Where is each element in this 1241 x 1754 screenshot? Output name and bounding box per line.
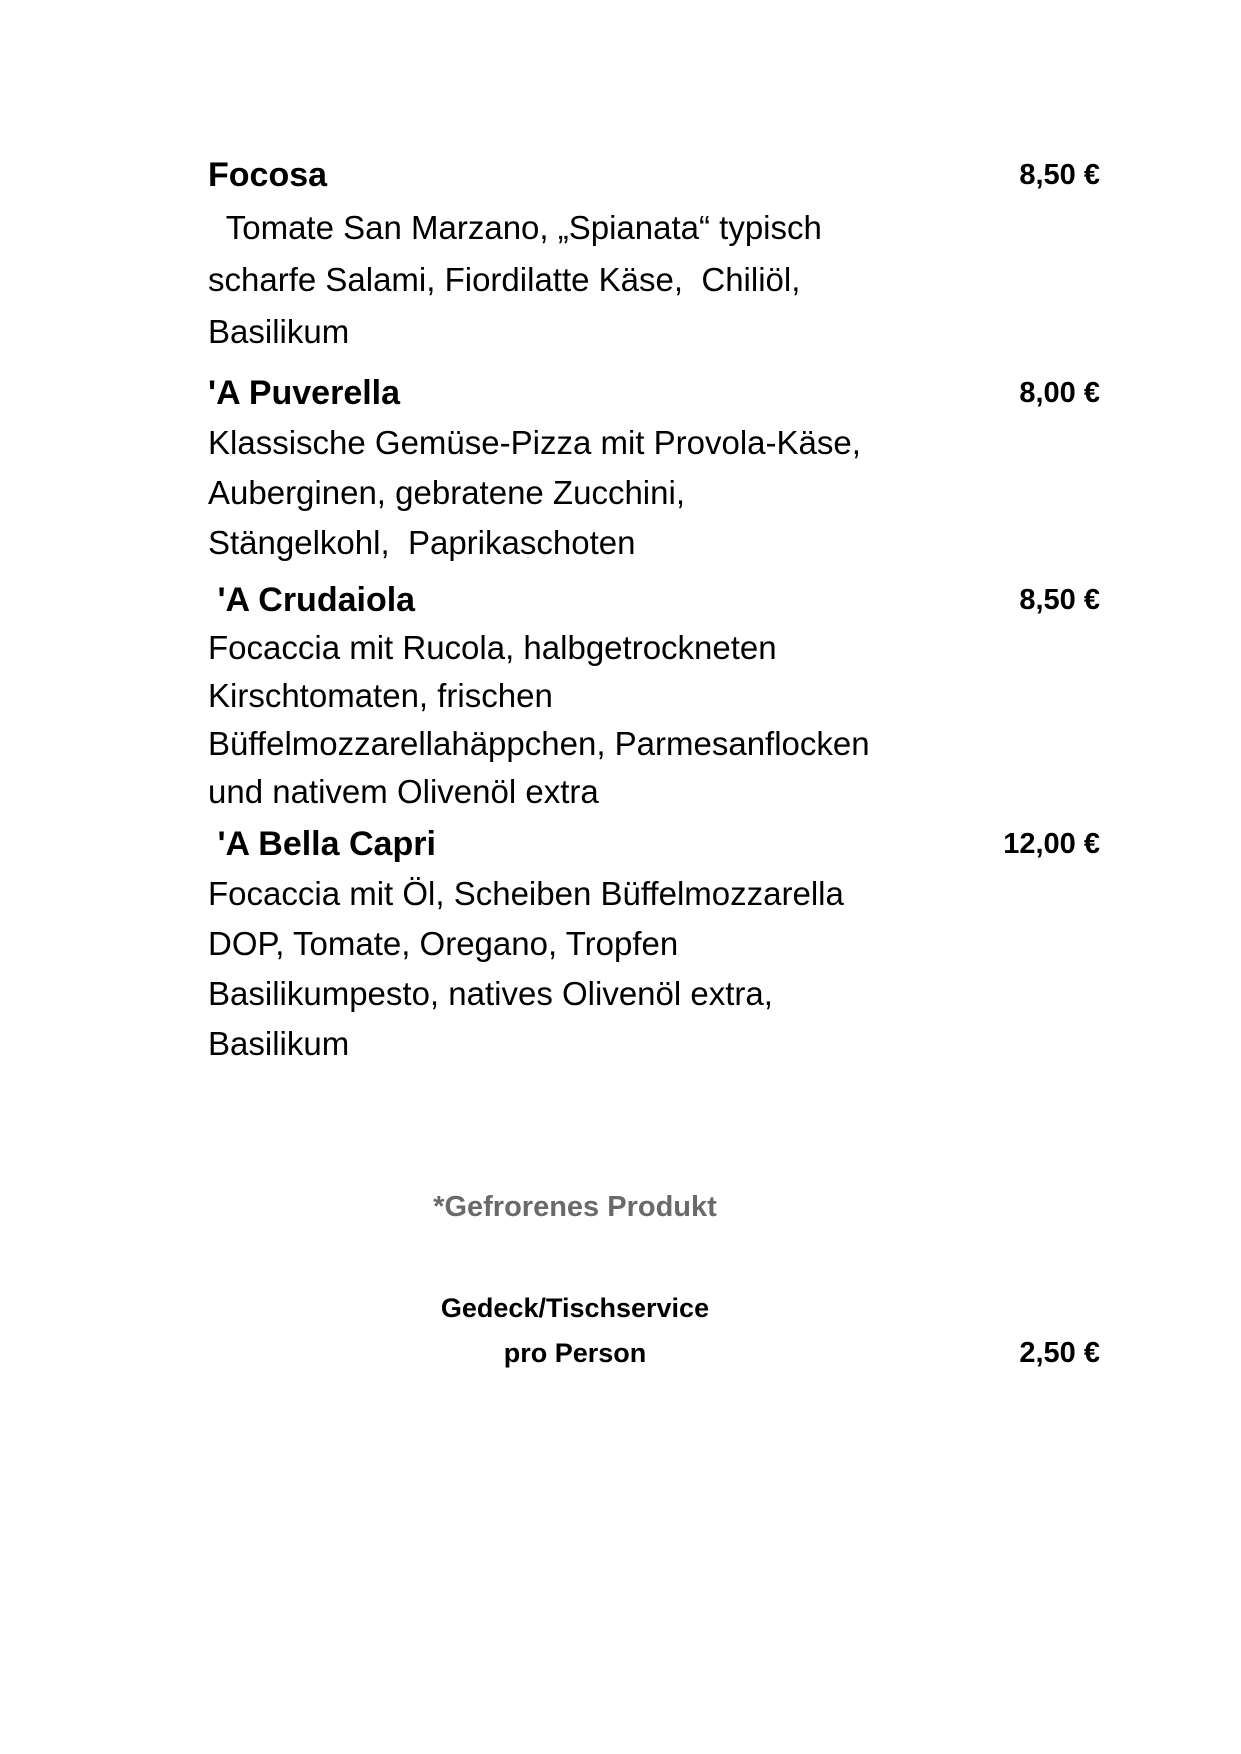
frozen-product-note: *Gefrorenes Produkt [433,1191,717,1223]
menu-item-focosa [208,155,1100,358]
menu-item-price: 8,00 € [1019,377,1100,409]
menu-item-name: Focosa [208,156,328,194]
cover-charge-label: Gedeck/Tischservice pro Person [440,1293,710,1368]
menu-item-name: 'A Crudaiola [208,581,416,619]
menu-item-bella-capri [208,824,1100,1069]
menu-item-price: 8,50 € [1019,584,1100,616]
menu-item-puverella [208,373,1100,568]
cover-charge-price: 2,50 € [1019,1337,1100,1369]
menu-item-name: 'A Puverella [208,374,401,412]
menu-item-price: 8,50 € [1019,159,1100,191]
menu-item-price: 12,00 € [1003,828,1100,860]
menu-item-description: Focaccia mit Öl, Scheiben Büffelmozzarella DOP, Tomate, Oregano, Tropfen Basilikumpesto, natives Olivenöl extra, Basilikum [208,875,844,1062]
menu-item-description: Focaccia mit Rucola, halbgetrockneten Kirschtomaten, frischen Büffelmozzarellahäppchen, Parmesanflocken und nativem Olivenöl extra [208,629,870,810]
menu-item-description: Tomate San Marzano, „Spianata“ typisch scharfe Salami, Fiordilatte Käse, Chiliöl, Basilikum [208,209,822,350]
menu-item-description: Klassische Gemüse-Pizza mit Provola-Käse, Auberginen, gebratene Zucchini, Stängelkohl, Paprikaschoten [208,424,861,561]
menu-item-crudaiola [208,580,1100,816]
menu-item-name: 'A Bella Capri [208,825,436,863]
